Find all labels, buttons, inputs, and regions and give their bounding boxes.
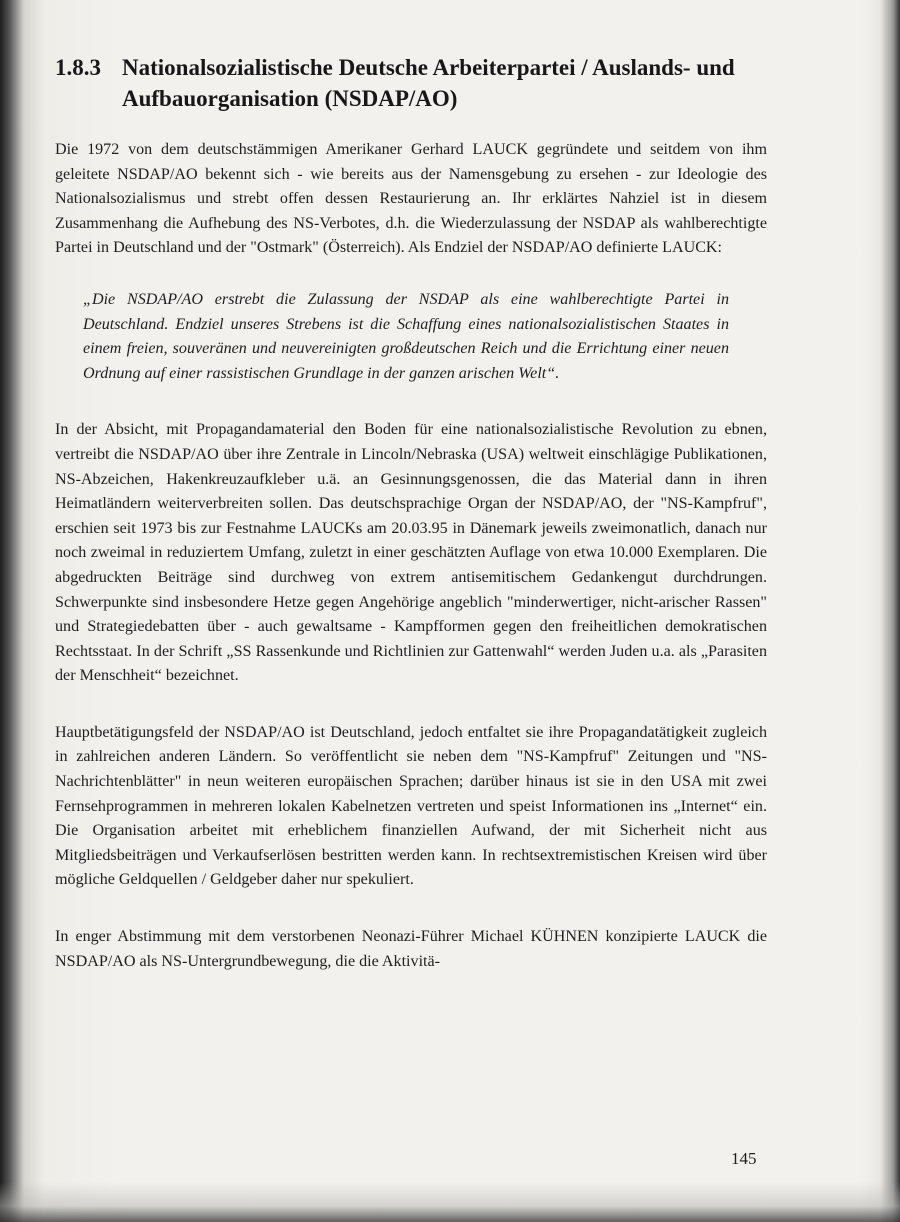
section-heading <box>55 52 767 114</box>
paragraph-underground: In enger Abstimmung mit dem verstorbenen Neonazi-Führer Michael KÜHNEN konzipierte LAUCK die NSDAP/AO als NS-Untergrundbewegung, die die Aktivitä- <box>55 928 767 970</box>
page-content <box>55 52 767 974</box>
block-quote: „Die NSDAP/AO erstrebt die Zulassung der NSDAP als eine wahlberechtigte Partei in Deutschland. Endziel unseres Strebens ist die Schaffung eines nationalsozialistischen Staates in einem freien, souveränen und neuvereinigten großdeutschen Reich und die Errichtung einer neuen Ordnung auf einer rassistischen Grundlage in der ganzen arischen Welt“. <box>83 290 729 382</box>
paragraph-propaganda: In der Absicht, mit Propagandamaterial den Boden für eine nationalsozialistische Revolution zu ebnen, vertreibt die NSDAP/AO über ihre Zentrale in Lincoln/Nebraska (USA) weltweit einschlägige Publikationen, NS-Abzeichen, Hakenkreuzaufkleber u.ä. an Gesinnungsgenossen, die das Material dann in ihren Heimatländern weiterverbreiten sollen. Das deutschsprachige Organ der NSDAP/AO, der "NS-Kampfruf", erschien seit 1973 bis zur Festnahme LAUCKs am 20.03.95 in Dänemark jeweils zweimonatlich, danach nur noch zweimal in reduziertem Umfang, zuletzt in einer geschätzten Auflage von etwa 10.000 Exemplaren. Die abgedruckten Beiträge sind durchweg von extrem antisemitischem Gedankengut durchdrungen. Schwerpunkte sind insbesondere Hetze gegen Angehörige angeblich "minderwertiger, nicht-arischer Rassen" und Strategiedebatten über - auch gewaltsame - Kampfformen gegen den freiheitlichen demokratischen Rechtsstaat. In der Schrift „SS Rassenkunde und Richtlinien zur Gattenwahl“ werden Juden u.a. als „Parasiten der Menschheit“ bezeichnet. <box>55 421 767 685</box>
section-number: 1.8.3 <box>55 55 101 80</box>
page-number: 145 <box>731 1149 757 1168</box>
paragraph-activity: Hauptbetätigungsfeld der NSDAP/AO ist Deutschland, jedoch entfaltet sie ihre Propagandatätigkeit zugleich in zahlreichen anderen Ländern. So veröffentlicht sie neben dem "NS-Kampfruf" Zeitungen und "NS-Nachrichtenblätter" in neun weiteren europäischen Sprachen; darüber hinaus ist sie in den USA mit zwei Fernsehprogrammen in mehreren lokalen Kabelnetzen vertreten und speist Informationen ins „Internet“ ein. Die Organisation arbeitet mit erheblichem finanziellen Aufwand, der mit Sicherheit nicht aus Mitgliedsbeiträgen und Verkaufserlösen bestritten werden kann. In rechtsextremistischen Kreisen wird über mögliche Geldquellen / Geldgeber daher nur spekuliert. <box>55 723 767 889</box>
section-title: Nationalsozialistische Deutsche Arbeiterpartei / Auslands- und Aufbauorganisation (NSDAP/AO) <box>122 55 735 111</box>
paragraph-intro: Die 1972 von dem deutschstämmigen Amerikaner Gerhard LAUCK gegründete und seitdem von ihm geleitete NSDAP/AO bekennt sich - wie bereits aus der Namensgebung zu ersehen - zur Ideologie des Nationalsozialismus und strebt offen dessen Restaurierung an. Ihr erklärtes Nahziel ist in diesem Zusammenhang die Aufhebung des NS-Verbotes, d.h. die Wiederzulassung der NSDAP als wahlberechtigte Partei in Deutschland und der "Ostmark" (Österreich). Als Endziel der NSDAP/AO definierte LAUCK: <box>55 141 767 257</box>
